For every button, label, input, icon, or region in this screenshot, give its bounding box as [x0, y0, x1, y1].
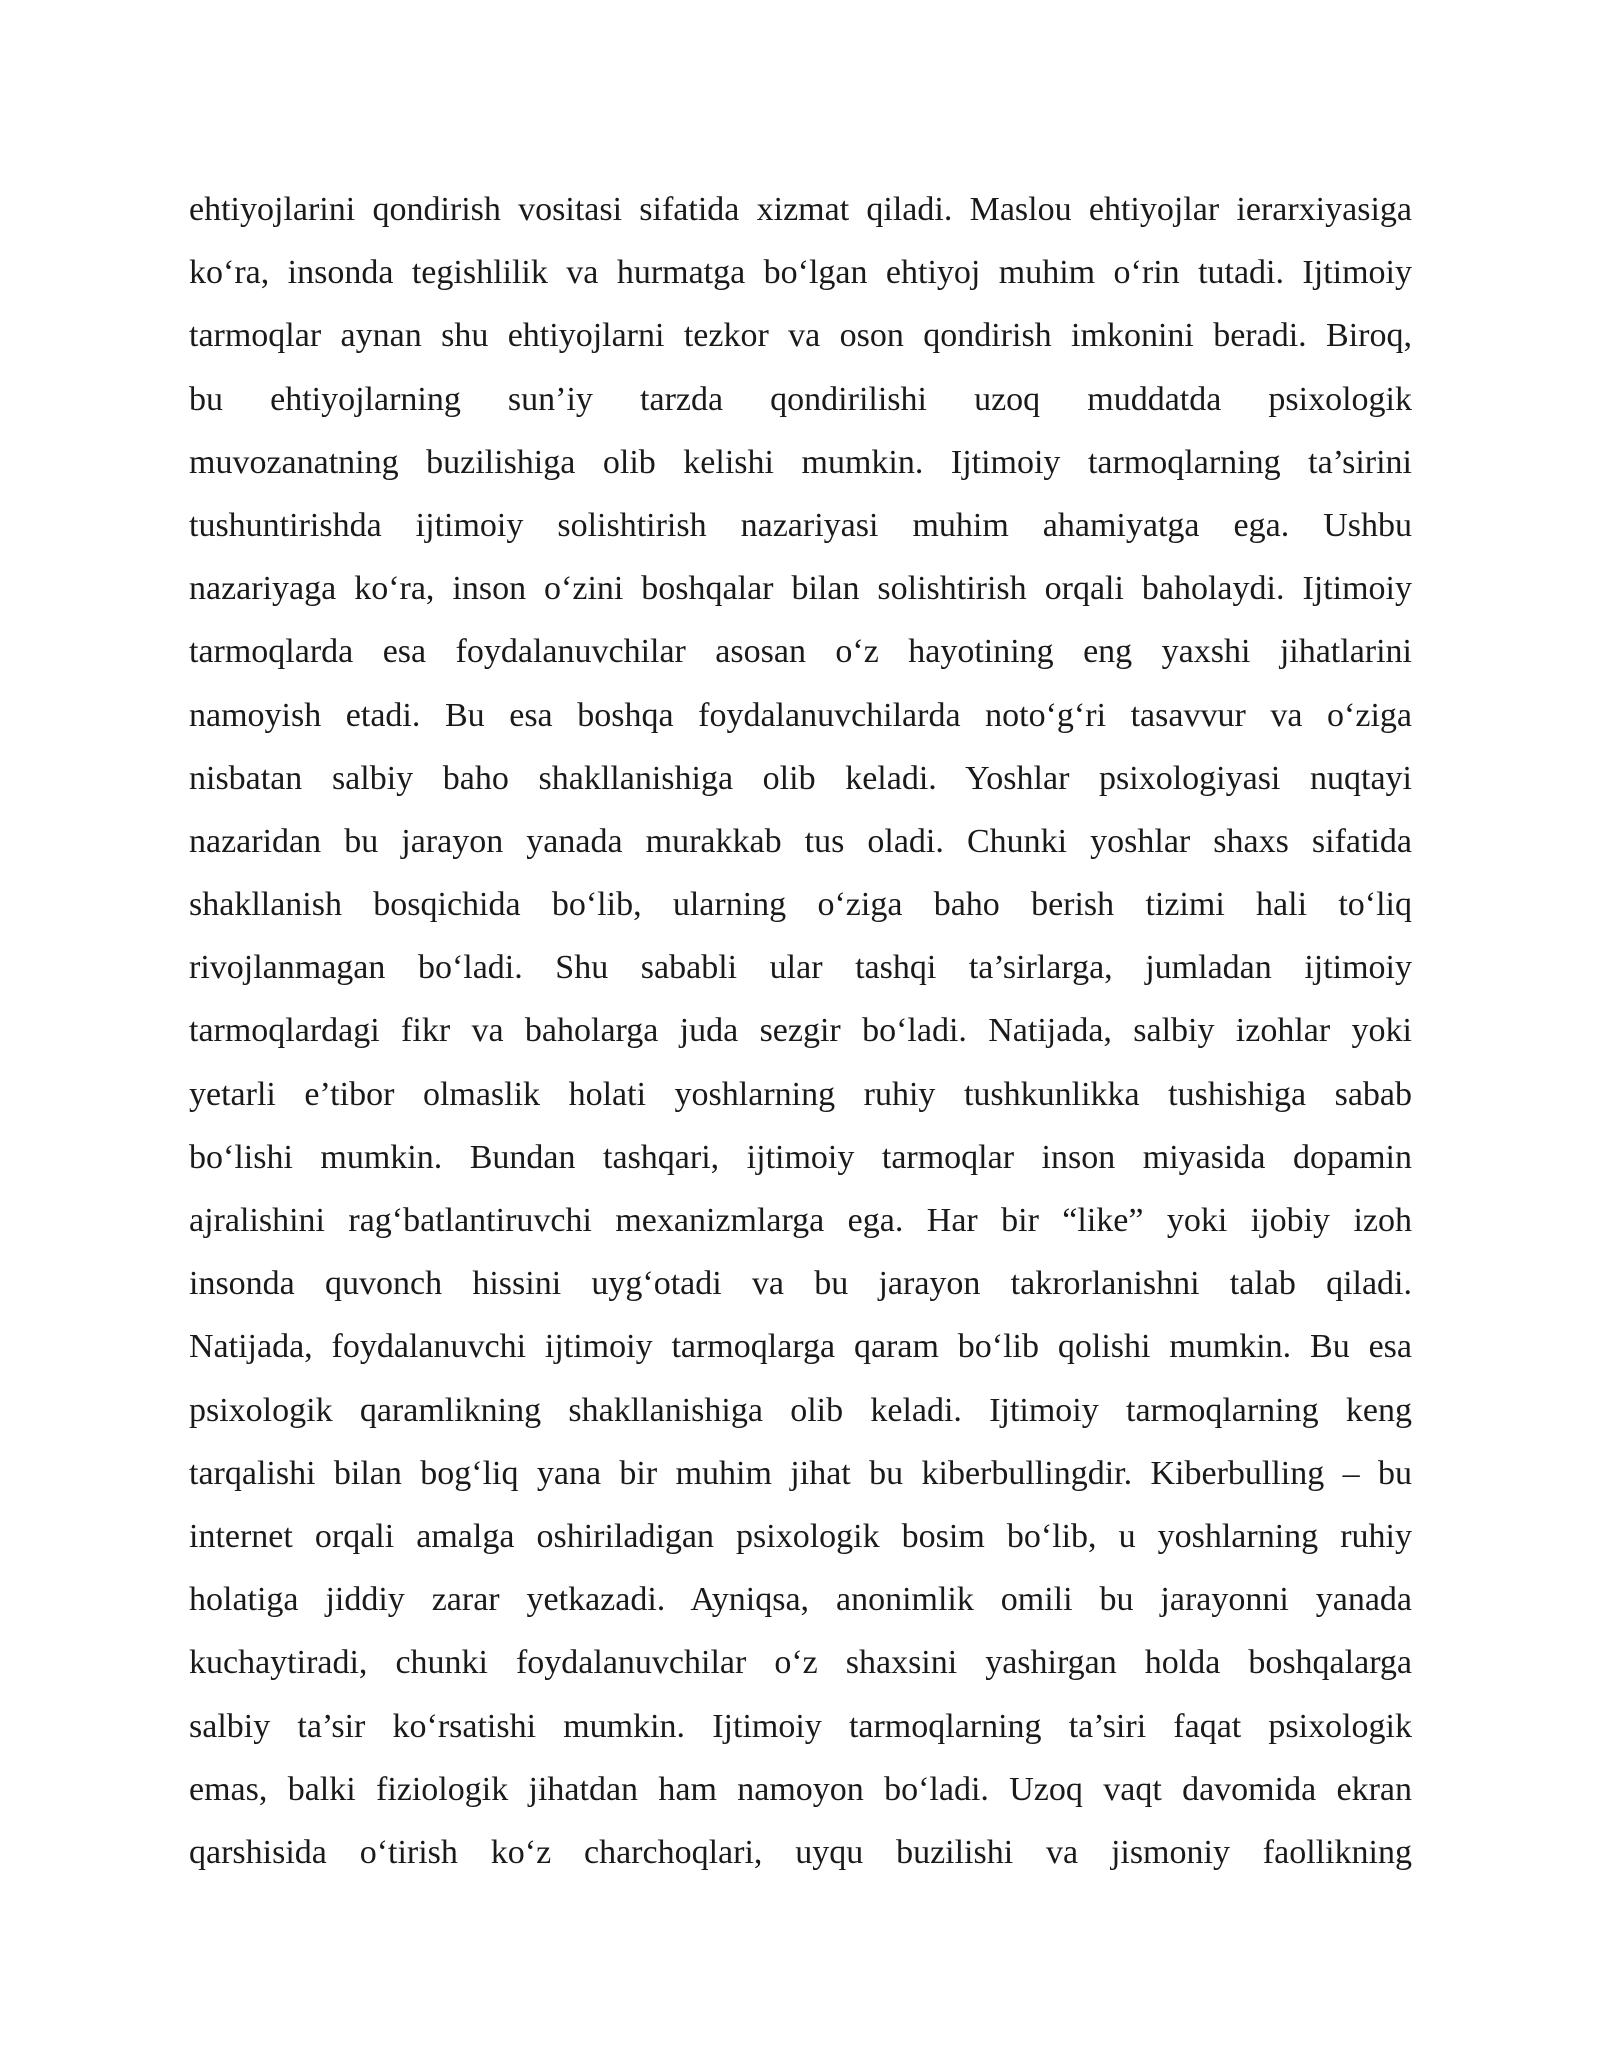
text-line: psixologik qaramlikning shakllanishiga olib keladi. Ijtimoiy tarmoqlarning keng: [189, 1391, 1412, 1429]
text-line: yetarli e’tibor olmaslik holati yoshlarning ruhiy tushkunlikka tushishiga sabab: [189, 1075, 1412, 1113]
text-line: tarmoqlardagi fikr va baholarga juda sezgir bo‘ladi. Natijada, salbiy izohlar yoki: [189, 1012, 1412, 1050]
text-line: ko‘ra, insonda tegishlilik va hurmatga bo‘lgan ehtiyoj muhim o‘rin tutadi. Ijtimoiy: [189, 254, 1412, 292]
text-line: holatiga jiddiy zarar yetkazadi. Ayniqsa, anonimlik omili bu jarayonni yanada: [189, 1581, 1412, 1619]
text-line: tushuntirishda ijtimoiy solishtirish nazariyasi muhim ahamiyatga ega. Ushbu: [189, 506, 1412, 544]
text-line: shakllanish bosqichida bo‘lib, ularning o‘ziga baho berish tizimi hali to‘liq: [189, 886, 1412, 924]
text-line: internet orqali amalga oshiriladigan psixologik bosim bo‘lib, u yoshlarning ruhiy: [189, 1517, 1412, 1555]
text-line: emas, balki fiziologik jihatdan ham namoyon bo‘ladi. Uzoq vaqt davomida ekran: [189, 1770, 1412, 1808]
body-text: [189, 186, 1412, 1892]
text-line: muvozanatning buzilishiga olib kelishi mumkin. Ijtimoiy tarmoqlarning ta’sirini: [189, 443, 1412, 481]
text-line: tarmoqlar aynan shu ehtiyojlarni tezkor va oson qondirish imkonini beradi. Biroq,: [189, 317, 1412, 355]
text-line: ajralishini rag‘batlantiruvchi mexanizmlarga ega. Har bir “like” yoki ijobiy izoh: [189, 1202, 1412, 1239]
text-line: qarshisida o‘tirish ko‘z charchoqlari, uyqu buzilishi va jismoniy faollikning: [189, 1833, 1412, 1871]
text-line: bu ehtiyojlarning sun’iy tarzda qondirilishi uzoq muddatda psixologik: [189, 380, 1412, 418]
text-line: namoyish etadi. Bu esa boshqa foydalanuvchilarda noto‘g‘ri tasavvur va o‘ziga: [189, 696, 1412, 734]
text-line: nazariyaga ko‘ra, inson o‘zini boshqalar bilan solishtirish orqali baholaydi. Ijtimoiy: [189, 570, 1412, 608]
text-line: bo‘lishi mumkin. Bundan tashqari, ijtimoiy tarmoqlar inson miyasida dopamin: [189, 1138, 1412, 1176]
text-line: tarqalishi bilan bog‘liq yana bir muhim jihat bu kiberbullingdir. Kiberbulling – bu: [189, 1454, 1412, 1492]
text-line: insonda quvonch hissini uyg‘otadi va bu jarayon takrorlanishni talab qiladi.: [189, 1265, 1412, 1303]
text-line: kuchaytiradi, chunki foydalanuvchilar o‘z shaxsini yashirgan holda boshqalarga: [189, 1644, 1412, 1682]
text-line: Natijada, foydalanuvchi ijtimoiy tarmoqlarga qaram bo‘lib qolishi mumkin. Bu esa: [189, 1328, 1412, 1366]
text-line: ehtiyojlarini qondirish vositasi sifatida xizmat qiladi. Maslou ehtiyojlar ierarxiyasiga: [189, 191, 1412, 228]
text-line: tarmoqlarda esa foydalanuvchilar asosan o‘z hayotining eng yaxshi jihatlarini: [189, 633, 1412, 671]
text-line: rivojlanmagan bo‘ladi. Shu sababli ular tashqi ta’sirlarga, jumladan ijtimoiy: [189, 949, 1412, 987]
text-line: salbiy ta’sir ko‘rsatishi mumkin. Ijtimoiy tarmoqlarning ta’siri faqat psixologik: [189, 1707, 1412, 1745]
text-line: nazaridan bu jarayon yanada murakkab tus oladi. Chunki yoshlar shaxs sifatida: [189, 822, 1412, 860]
text-line: nisbatan salbiy baho shakllanishiga olib keladi. Yoshlar psixologiyasi nuqtayi: [189, 759, 1412, 797]
